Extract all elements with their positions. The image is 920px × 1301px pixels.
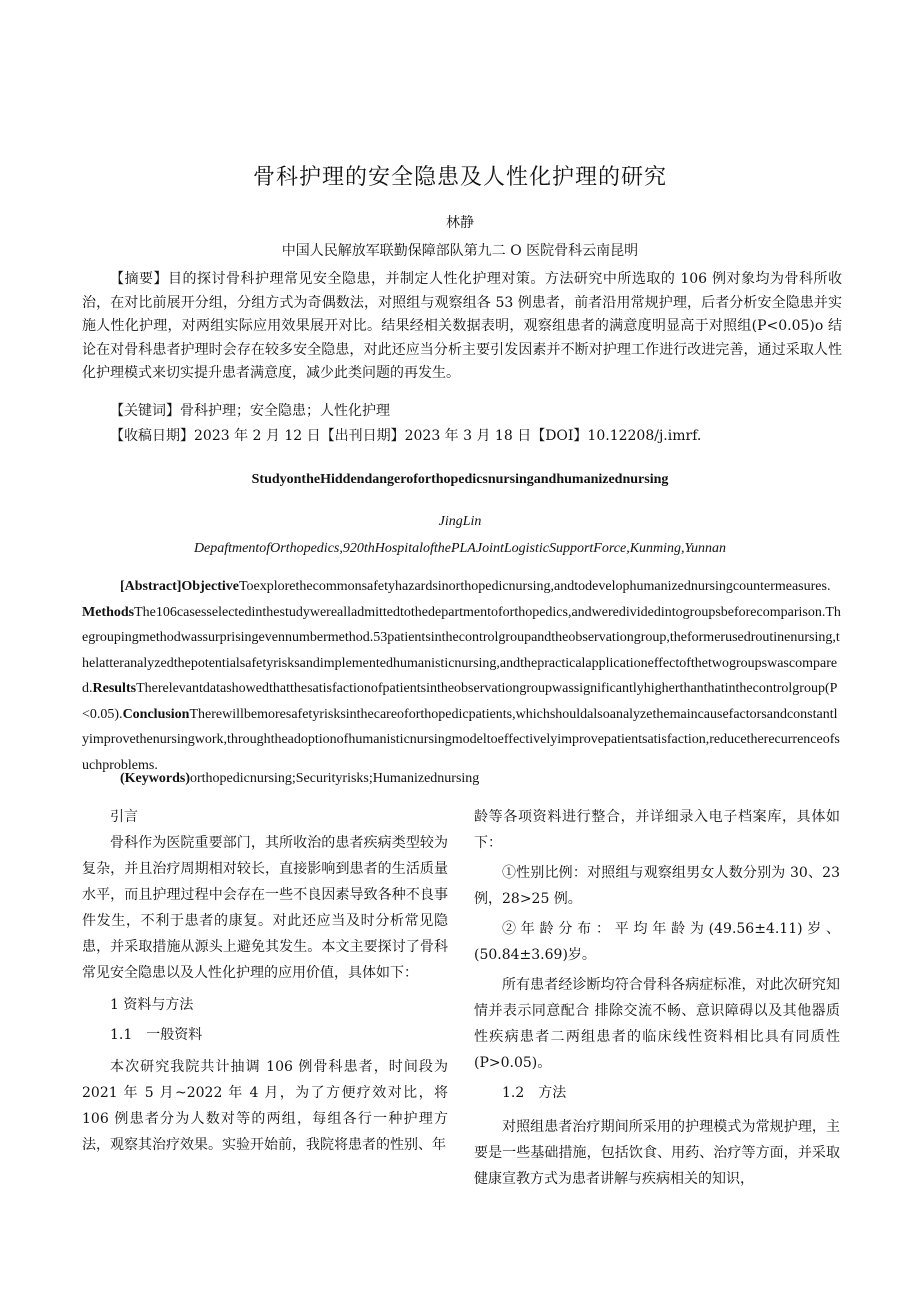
author-name: 林静 — [446, 215, 474, 231]
general-info-paragraph: 本次研究我院共计抽调 106 例骨科患者，时间段为 2021 年 5 月~2022 年 4 月，为了方便疗效对比，将 106 例患者分为人数对等的两组，每组各行一种护理方法，观察其治疗效果。实验开始前，我院将患者的性别、年 — [82, 1059, 448, 1153]
body-left-column — [82, 804, 448, 1158]
paper-title-en: StudyontheHiddendangeroforthopedicsnursingandhumanizednursing — [251, 472, 669, 487]
age-distribution-paragraph: ② 年 龄 分 布 ： 平 均 年 龄 为 (49.56±4.11) 岁 、(50.84±3.69)岁。 — [474, 921, 840, 963]
objective-text: Toexplorethecommonsafetyhazardsinorthopedicnursing,andtodevelophumanizednursingcountermeasures. — [238, 579, 831, 594]
gender-ratio-paragraph: ①性别比例：对照组与观察组男女人数分别为 30、23 例，28>25 例。 — [474, 865, 840, 907]
keywords-en-label: (Keywords) — [120, 771, 190, 786]
continued-paragraph: 龄等各项资料进行整合，并详细录入电子档案库，具体如下： — [474, 809, 840, 851]
keywords-cn: 【关键词】骨科护理；安全隐患；人性化护理 — [110, 403, 390, 419]
abstract-label: [Abstract] — [120, 579, 182, 594]
author-affiliation: 中国人民解放军联勤保障部队第九二 O 医院骨科云南昆明 — [281, 243, 639, 259]
methods-text: The106casesselectedinthestudywerealladmittedtothedepartmentoforthopedics,andweredividedintogroupsbeforecomparison.Thegroupingmethodwassurprisingevennumbermethod.53patientsinthecontrolgroupandtheobservationgroup,theformerusedroutinenursing,thelatteranalyzedthepotentialsafetyrisksandimplementedhumanisticnursing,andthepracticalapplicationeffectofthetwogroupswascompared. — [82, 604, 841, 696]
intro-heading: 引言 — [110, 809, 138, 825]
results-label: Results — [92, 681, 137, 696]
results-text: Therelevantdatashowedthatthesatisfactionofpatientsintheobservationgroupwassignificantlyhigherthanthatinthecontrolgroup(P<0.05). — [82, 681, 838, 722]
objective-label: Objective — [181, 579, 239, 594]
methods-label: Methods — [82, 604, 135, 620]
criteria-paragraph: 所有患者经诊断均符合骨科各病症标准，对此次研究知情并表示同意配合 排除交流不畅、意识障碍以及其他器质性疾病患者二两组患者的临床线性资料相比具有同质性(P>0.05)。 — [474, 977, 840, 1071]
intro-paragraph: 骨科作为医院重要部门，其所收治的患者疾病类型较为复杂，并且治疗周期相对较长，直接影响到患者的生活质量水平，而且护理过程中会存在一些不良因素导致各种不良事件发生，不利于患者的康复。对此还应当及时分析常见隐患，并采取措施从源头上避免其发生。本文主要探讨了骨科常见安全隐患以及人性化护理的应用价值，具体如下： — [82, 835, 448, 981]
conclusion-label: Conclusion — [122, 706, 190, 722]
author-name-en: JingLin — [438, 514, 482, 529]
conclusion-text: Therewillbemoresafetyrisksinthecareoforthopedicpatients,whichshouldalsoanalyzethemaincausefactorsandconstantlyimprovethenursingwork,throughtheadoptionofhumanisticnursingmodeltoeffectivelyimprovepatientsatisfaction,reducetherecurrenceofsuchproblems. — [82, 706, 840, 773]
author-affiliation-en: DepaftmentofOrthopedics,920thHospitalofthePLAJointLogisticSupportForce,Kunming,Yunnan — [193, 541, 727, 556]
keywords-en — [82, 771, 842, 787]
section-1-2-heading: 1.2 方法 — [502, 1085, 567, 1101]
dates-cn: 【收稿日期】2023 年 2 月 12 日【出刊日期】2023 年 3 月 18 日【DOI】10.12208/j.imrf. — [110, 428, 702, 444]
section-1-heading: 1 资料与方法 — [110, 997, 194, 1013]
keywords-en-text: orthopedicnursing;Securityrisks;Humanizednursing — [190, 771, 480, 786]
section-1-1-heading: 1.1 一般资料 — [110, 1027, 203, 1043]
method-paragraph: 对照组患者治疗期间所采用的护理模式为常规护理，主要是一些基础措施，包括饮食、用药、治疗等方面，并采取健康宣教方式为患者讲解与疾病相关的知识， — [474, 1119, 840, 1187]
paper-title: 骨科护理的安全隐患及人性化护理的研究 — [252, 165, 667, 190]
body-right-column — [474, 804, 840, 1192]
abstract-en — [82, 574, 842, 778]
abstract-cn: 【摘要】目的探讨骨科护理常见安全隐患，并制定人性化护理对策。方法研究中所选取的 106 例对象均为骨科所收治，在对比前展开分组，分组方式为奇偶数法，对照组与观察组各 53 例患者，前者沿用常规护理，后者分析安全隐患并实施人性化护理，对两组实际应用效果展开对比。结果经相关数据表明，观察组患者的满意度明显高于对照组(P<0.05)o 结论在对骨科患者护理时会存在较多安全隐患，对此还应当分析主要引发因素并不断对护理工作进行改进完善，通过采取人性化护理模式来切实提升患者满意度，减少此类问题的再发生。 — [82, 271, 842, 381]
